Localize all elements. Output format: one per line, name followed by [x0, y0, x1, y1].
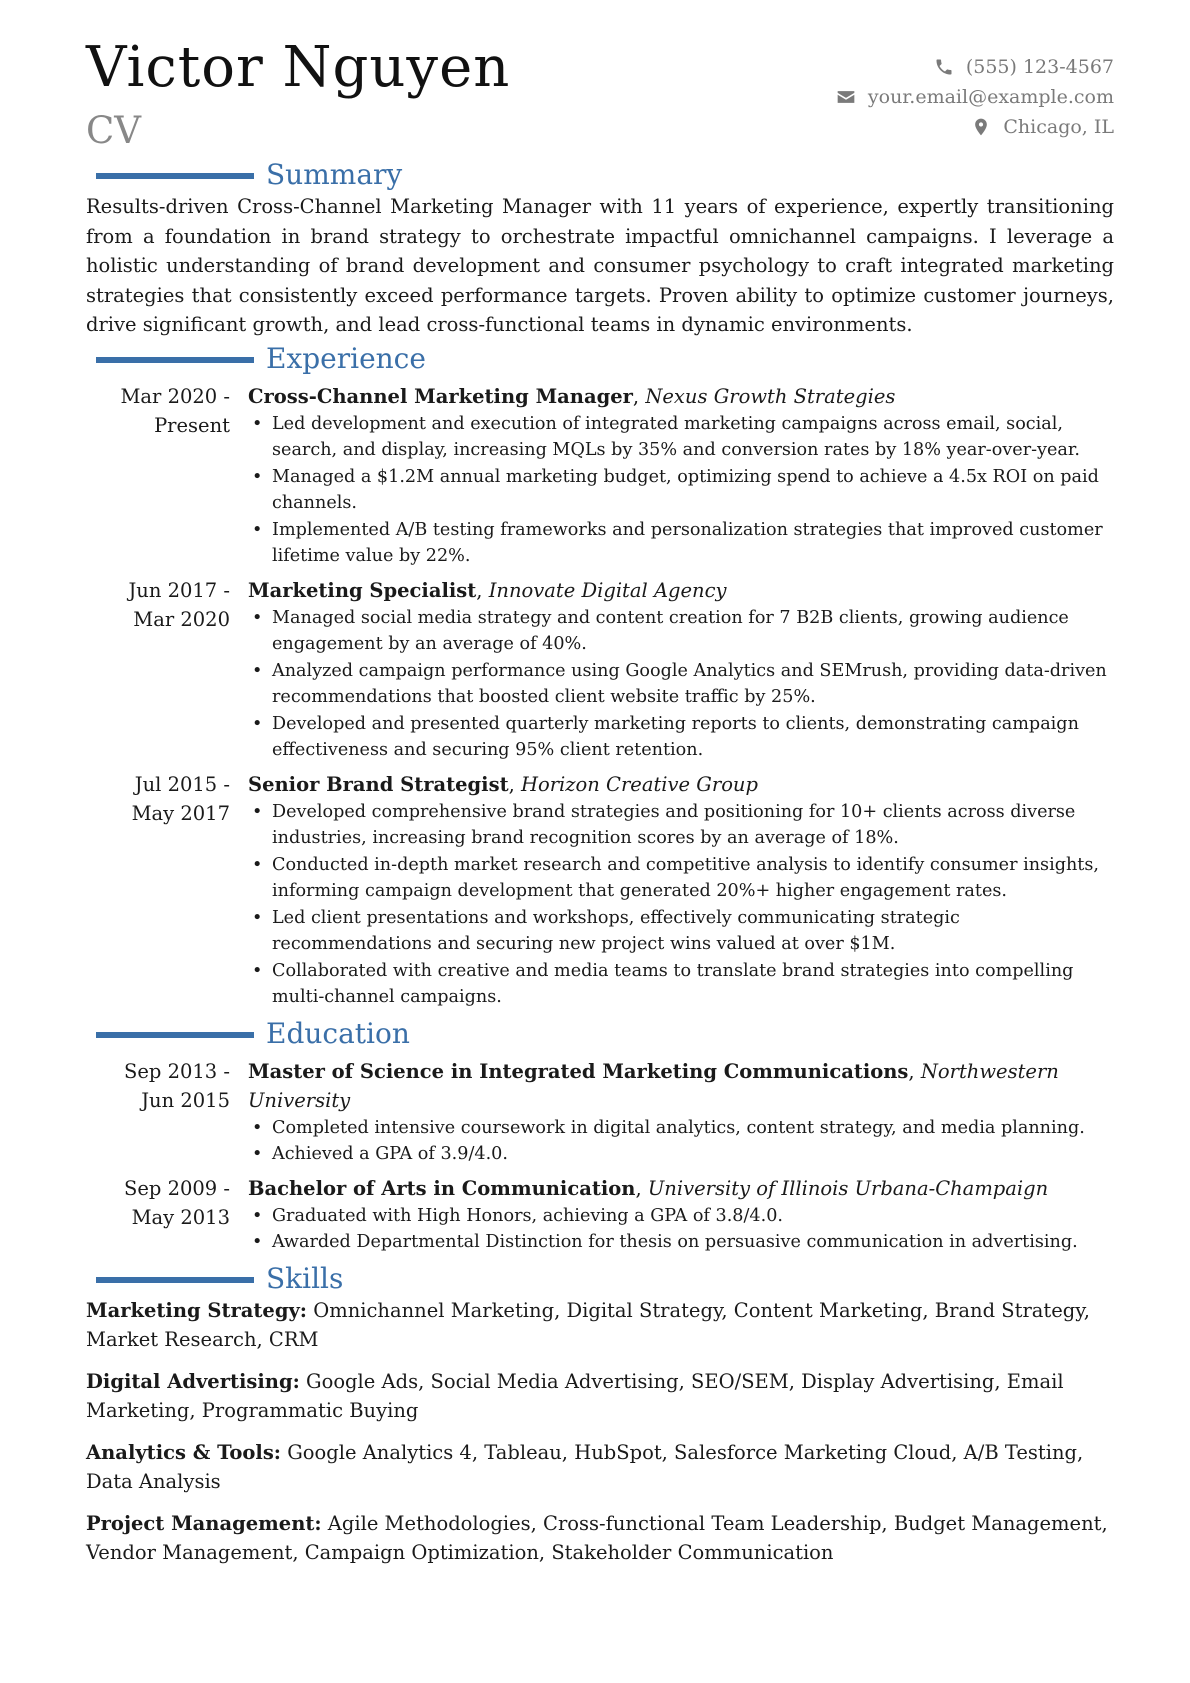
- header: [86, 35, 1114, 158]
- entry-heading: Master of Science in Integrated Marketing Communications, Northwestern University: [248, 1059, 1059, 1112]
- contact-info: [836, 52, 1114, 142]
- entry-org: Horizon Creative Group: [520, 772, 758, 796]
- email-text[interactable]: your.email@example.com: [867, 86, 1114, 108]
- section-rule: [96, 173, 254, 179]
- bullet-item: • Managed a $1.2M annual marketing budget, optimizing spend to achieve a 4.5x ROI on paid channels.: [248, 464, 1114, 517]
- skill-row: [86, 1367, 1114, 1426]
- bullet-item: • Developed and presented quarterly marketing reports to clients, demonstrating campaign effectiveness and securing 95% client retention.: [248, 711, 1114, 764]
- experience-list: [86, 382, 1114, 1011]
- location-text: Chicago, IL: [1003, 116, 1114, 138]
- person-name: Victor Nguyen: [86, 35, 511, 100]
- bullet-item: • Managed social media strategy and content creation for 7 B2B clients, growing audience engagement by an average of 40%.: [248, 605, 1114, 658]
- bullet-item: • Graduated with High Honors, achieving a GPA of 3.8/4.0.: [248, 1203, 1114, 1230]
- entry-bullets: [248, 605, 1114, 764]
- bullet-item: • Led development and execution of integrated marketing campaigns across email, social, search, and display, increasing MQLs by 35% and conversion rates by 18% year-over-year.: [248, 411, 1114, 464]
- section-title-experience: Experience: [266, 341, 426, 375]
- skills-list: [86, 1296, 1114, 1568]
- skill-value: Omnichannel Marketing, Digital Strategy, Content Marketing, Brand Strategy, Market Research, CRM: [86, 1298, 1090, 1351]
- summary-heading: [86, 158, 1114, 192]
- entry-title: Senior Brand Strategist: [248, 772, 509, 796]
- skill-value: Agile Methodologies, Cross-functional Team Leadership, Budget Management, Vendor Management, Campaign Optimization, Stakeholder Communication: [86, 1511, 1108, 1564]
- experience-entry: [86, 576, 1114, 764]
- section-title-education: Education: [266, 1016, 410, 1050]
- entry-bullets: [248, 799, 1114, 1011]
- section-title-summary: Summary: [266, 158, 403, 191]
- map-pin-icon: [971, 117, 991, 137]
- skill-label: Analytics & Tools:: [86, 1440, 281, 1464]
- contact-email: [836, 82, 1114, 112]
- contact-location: [836, 112, 1114, 142]
- section-rule: [96, 357, 254, 363]
- entry-org: Innovate Digital Agency: [488, 578, 727, 602]
- bullet-item: • Awarded Departmental Distinction for thesis on persuasive communication in advertising.: [248, 1229, 1114, 1256]
- education-list: [86, 1057, 1114, 1256]
- bullet-item: • Led client presentations and workshops, effectively communicating strategic recommendations and securing new project wins valued at over $1M.: [248, 905, 1114, 958]
- bullet-item: • Collaborated with creative and media teams to translate brand strategies into compelling multi-channel campaigns.: [248, 958, 1114, 1011]
- experience-entry: [86, 770, 1114, 1011]
- entry-bullets: [248, 1115, 1114, 1168]
- envelope-icon: [836, 87, 856, 107]
- education-entry: [86, 1174, 1114, 1256]
- entry-date: Sep 2013 - Jun 2015: [124, 1059, 230, 1112]
- section-rule: [96, 1277, 254, 1283]
- entry-title: Cross-Channel Marketing Manager: [248, 384, 633, 408]
- skill-label: Digital Advertising:: [86, 1369, 300, 1393]
- education-entry: [86, 1057, 1114, 1168]
- entry-heading: Bachelor of Arts in Communication, University of Illinois Urbana-Champaign: [248, 1176, 1049, 1200]
- skill-row: [86, 1296, 1114, 1355]
- experience-heading: [86, 342, 1114, 376]
- skill-value: Google Analytics 4, Tableau, HubSpot, Salesforce Marketing Cloud, A/B Testing, Data Analysis: [86, 1440, 1084, 1493]
- bullet-item: • Analyzed campaign performance using Google Analytics and SEMrush, providing data-driven recommendations that boosted client website traffic by 25%.: [248, 658, 1114, 711]
- entry-title: Master of Science in Integrated Marketing Communications: [248, 1059, 909, 1083]
- skills-heading: [86, 1262, 1114, 1296]
- entry-bullets: [248, 1203, 1114, 1256]
- skill-label: Marketing Strategy:: [86, 1298, 308, 1322]
- contact-phone: [836, 52, 1114, 82]
- bullet-item: • Completed intensive coursework in digital analytics, content strategy, and media planning.: [248, 1115, 1114, 1142]
- entry-date: Mar 2020 - Present: [120, 384, 230, 437]
- entry-heading: Marketing Specialist, Innovate Digital Agency: [248, 578, 727, 602]
- entry-bullets: [248, 411, 1114, 570]
- bullet-item: • Developed comprehensive brand strategies and positioning for 10+ clients across diverse industries, increasing brand recognition scores by an average of 18%.: [248, 799, 1114, 852]
- document-subtitle: CV: [86, 109, 142, 152]
- skill-value: Google Ads, Social Media Advertising, SEO/SEM, Display Advertising, Email Marketing, Programmatic Buying: [86, 1369, 1064, 1422]
- entry-heading: Cross-Channel Marketing Manager, Nexus Growth Strategies: [248, 384, 896, 408]
- phone-text: (555) 123-4567: [965, 56, 1114, 78]
- entry-title: Bachelor of Arts in Communication: [248, 1176, 636, 1200]
- bullet-item: • Implemented A/B testing frameworks and personalization strategies that improved customer lifetime value by 22%.: [248, 517, 1114, 570]
- phone-icon: [934, 57, 954, 77]
- entry-date: Jun 2017 - Mar 2020: [128, 578, 230, 631]
- bullet-item: • Conducted in-depth market research and competitive analysis to identify consumer insights, informing campaign development that generated 20%+ higher engagement rates.: [248, 852, 1114, 905]
- entry-org: Nexus Growth Strategies: [645, 384, 896, 408]
- entry-org: Northwestern University: [248, 1059, 1059, 1112]
- entry-date: Jul 2015 - May 2017: [131, 772, 230, 825]
- section-rule: [96, 1032, 254, 1038]
- entry-title: Marketing Specialist: [248, 578, 477, 602]
- section-title-skills: Skills: [266, 1261, 344, 1295]
- skill-row: [86, 1438, 1114, 1497]
- skill-row: [86, 1509, 1114, 1568]
- cv-page: [86, 35, 1114, 1580]
- skill-label: Project Management:: [86, 1511, 322, 1535]
- summary-text: Results-driven Cross-Channel Marketing Manager with 11 years of experience, expertly transitioning from a foundation in brand strategy to orchestrate impactful omnichannel campaigns. I leverage a holistic understanding of brand development and consumer psychology to craft integrated marketing strategies that consistently exceed performance targets. Proven ability to optimize customer journeys, drive significant growth, and lead cross-functional teams in dynamic environments.: [86, 195, 1114, 336]
- entry-org: University of Illinois Urbana-Champaign: [647, 1176, 1049, 1200]
- bullet-item: • Achieved a GPA of 3.9/4.0.: [248, 1141, 1114, 1168]
- education-heading: [86, 1017, 1114, 1051]
- experience-entry: [86, 382, 1114, 570]
- entry-heading: Senior Brand Strategist, Horizon Creative Group: [248, 772, 758, 796]
- entry-date: Sep 2009 - May 2013: [124, 1176, 230, 1229]
